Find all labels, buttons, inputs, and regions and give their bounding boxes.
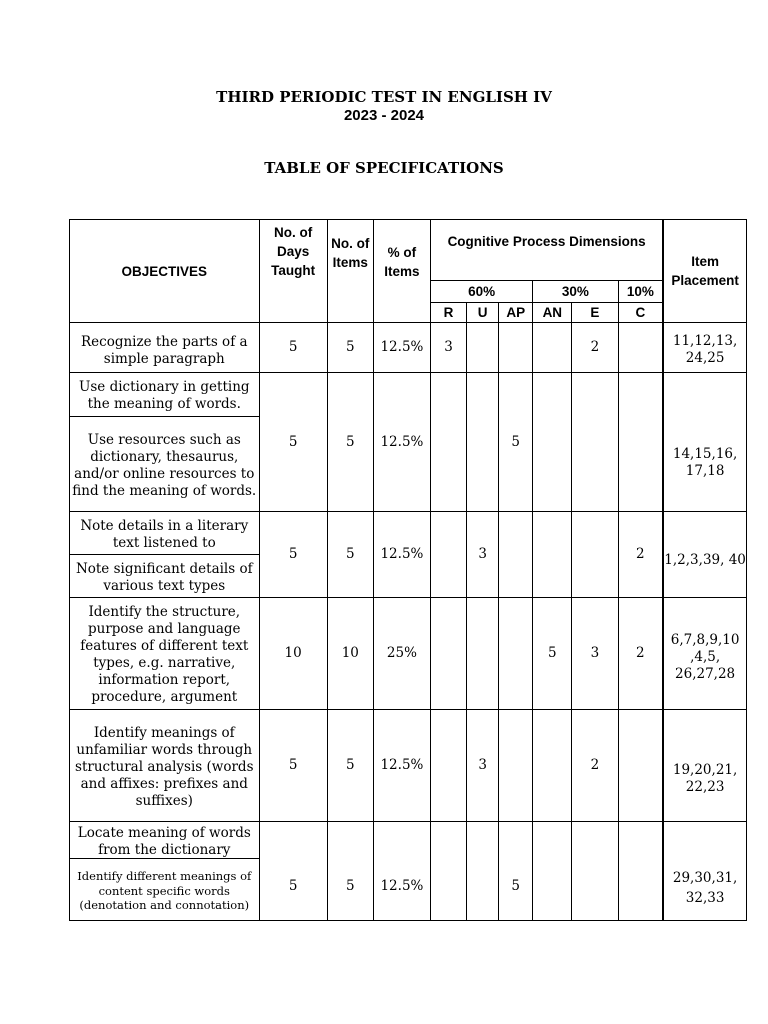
- table-title: TABLE OF SPECIFICATIONS: [264, 159, 504, 177]
- c-cell: [618, 710, 663, 822]
- days-taught-header: No. of Days Taught: [259, 220, 327, 323]
- ap-cell: [499, 710, 533, 822]
- table-row: [70, 710, 747, 822]
- dim-an-header: AN: [533, 303, 572, 323]
- items-cell: 5: [327, 710, 373, 822]
- pct-cell: 12.5%: [373, 822, 430, 921]
- objective-cell: Use dictionary in getting the meaning of words.: [70, 373, 260, 417]
- e-cell: [572, 512, 618, 598]
- an-cell: [533, 373, 572, 512]
- pct-cell: 25%: [373, 598, 430, 710]
- ap-cell: 5: [499, 822, 533, 921]
- ap-cell: [499, 598, 533, 710]
- c-cell: [618, 373, 663, 512]
- placement-cell: 14,15,16, 17,18: [663, 373, 746, 512]
- pct-cell: 12.5%: [373, 323, 430, 373]
- e-cell: 2: [572, 710, 618, 822]
- ap-cell: [499, 323, 533, 373]
- item-placement-header: Item Placement: [663, 220, 746, 323]
- r-cell: [431, 373, 467, 512]
- objectives-header: OBJECTIVES: [70, 220, 260, 323]
- u-cell: [467, 373, 499, 512]
- objective-cell: Use resources such as dictionary, thesaurus, and/or online resources to find the meaning of words.: [70, 417, 260, 512]
- r-cell: [431, 598, 467, 710]
- u-cell: [467, 822, 499, 921]
- items-cell: 5: [327, 323, 373, 373]
- days-cell: 5: [259, 323, 327, 373]
- placement-cell: 1,2,3,39, 40: [663, 512, 746, 598]
- objective-cell: Note significant details of various text types: [70, 555, 260, 598]
- days-cell: 5: [259, 822, 327, 921]
- c-cell: [618, 323, 663, 373]
- e-cell: [572, 373, 618, 512]
- dim-ap-header: AP: [499, 303, 533, 323]
- an-cell: [533, 512, 572, 598]
- objective-cell: Recognize the parts of a simple paragraph: [70, 323, 260, 373]
- c-cell: [618, 822, 663, 921]
- group-10-header: 10%: [618, 281, 663, 303]
- u-cell: [467, 323, 499, 373]
- items-cell: 10: [327, 598, 373, 710]
- r-cell: [431, 512, 467, 598]
- pct-cell: 12.5%: [373, 373, 430, 512]
- pct-items-header: % of Items: [373, 220, 430, 323]
- e-cell: 2: [572, 323, 618, 373]
- table-row: [70, 512, 747, 555]
- c-cell: 2: [618, 512, 663, 598]
- specifications-table: [69, 219, 747, 921]
- placement-cell: 6,7,8,9,10 ,4,5, 26,27,28: [663, 598, 746, 710]
- objective-text: Locate meaning of words from the dictionary: [77, 825, 251, 858]
- placement-cell: 29,30,31, 32,33: [663, 822, 746, 921]
- dim-e-header: E: [572, 303, 618, 323]
- group-60-header: 60%: [431, 281, 533, 303]
- u-cell: 3: [467, 512, 499, 598]
- e-cell: [572, 822, 618, 921]
- days-cell: 5: [259, 512, 327, 598]
- objective-cell: [70, 822, 260, 859]
- table-row: [70, 323, 747, 373]
- header-row: [70, 220, 747, 281]
- table-row: [70, 598, 747, 710]
- c-cell: 2: [618, 598, 663, 710]
- placement-cell: 11,12,13, 24,25: [663, 323, 746, 373]
- ap-cell: 5: [499, 373, 533, 512]
- e-cell: 3: [572, 598, 618, 710]
- r-cell: [431, 822, 467, 921]
- placement-cell: 19,20,21, 22,23: [663, 710, 746, 822]
- no-of-items-header: No. of Items: [327, 220, 373, 323]
- pct-cell: 12.5%: [373, 710, 430, 822]
- table-row: [70, 822, 747, 859]
- dim-r-header: R: [431, 303, 467, 323]
- school-year: 2023 - 2024: [343, 107, 425, 124]
- r-cell: 3: [431, 323, 467, 373]
- objective-cell: Note details in a literary text listened to: [70, 512, 260, 555]
- table-row: [70, 373, 747, 417]
- group-30-header: 30%: [533, 281, 618, 303]
- objective-cell: Identify the structure, purpose and language features of different text types, e.g. narrative, information report, procedure, argument: [70, 598, 260, 710]
- u-cell: [467, 598, 499, 710]
- objective-cell: Identify different meanings of content specific words (denotation and connotation): [70, 859, 260, 921]
- items-cell: 5: [327, 373, 373, 512]
- items-cell: 5: [327, 512, 373, 598]
- r-cell: [431, 710, 467, 822]
- ap-cell: [499, 512, 533, 598]
- objective-cell: Identify meanings of unfamiliar words through structural analysis (words and affixes: prefixes and suffixes): [70, 710, 260, 822]
- test-title: THIRD PERIODIC TEST IN ENGLISH IV: [216, 88, 552, 106]
- items-cell: 5: [327, 822, 373, 921]
- an-cell: [533, 323, 572, 373]
- dim-u-header: U: [467, 303, 499, 323]
- days-cell: 5: [259, 710, 327, 822]
- an-cell: [533, 710, 572, 822]
- u-cell: 3: [467, 710, 499, 822]
- days-cell: 10: [259, 598, 327, 710]
- dim-c-header: C: [618, 303, 663, 323]
- an-cell: 5: [533, 598, 572, 710]
- pct-cell: 12.5%: [373, 512, 430, 598]
- days-cell: 5: [259, 373, 327, 512]
- an-cell: [533, 822, 572, 921]
- cognitive-dimensions-header: Cognitive Process Dimensions: [431, 220, 664, 281]
